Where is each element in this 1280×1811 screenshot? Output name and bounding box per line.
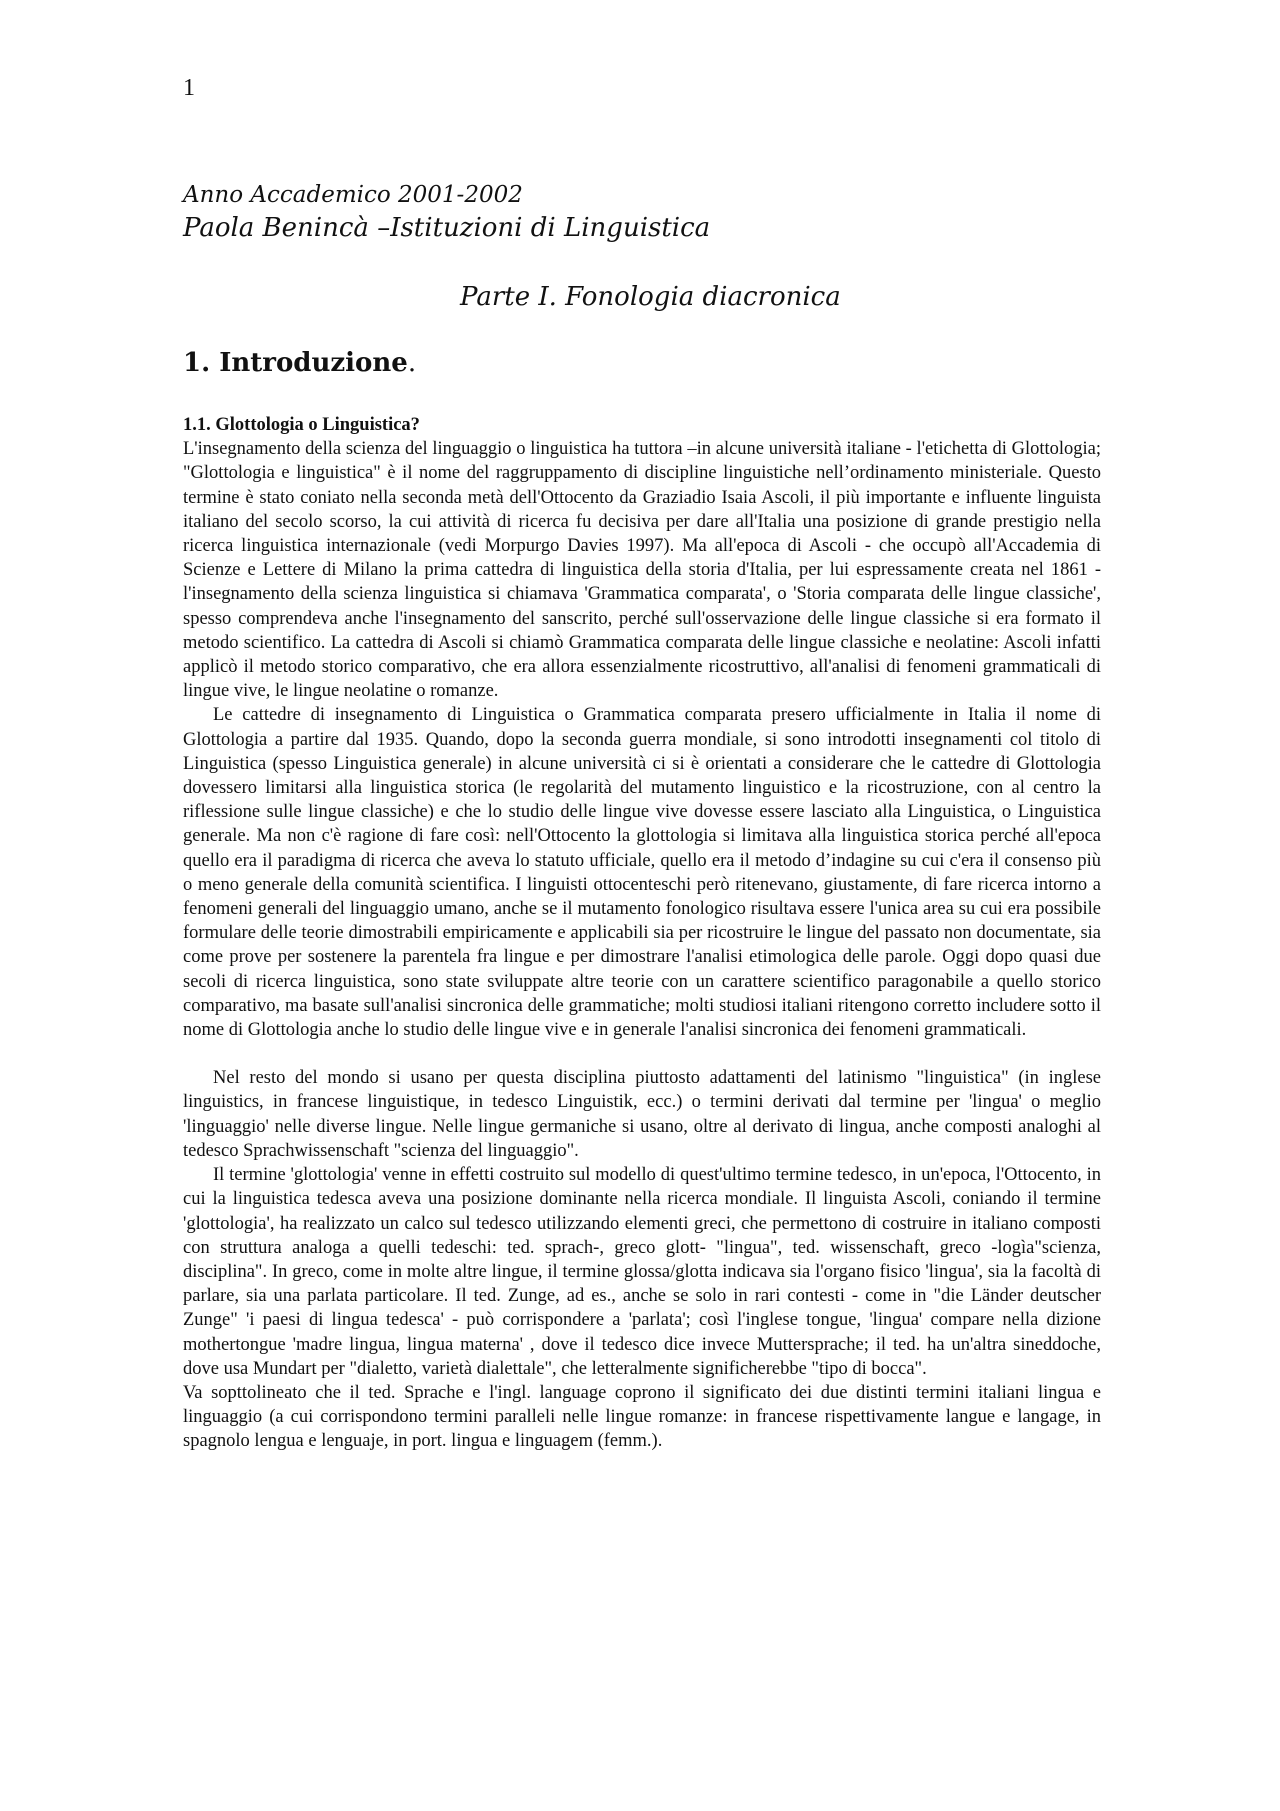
body-text	[183, 413, 1101, 1454]
paragraph-3: Nel resto del mondo si usano per questa disciplina piuttosto adattamenti del latinismo "linguistica" (in inglese linguistics, in francese linguistique, in tedesco Linguistik, ecc.) o termini derivati dal termine per 'lingua' o meglio 'linguaggio' nelle diverse lingue. Nelle lingue germaniche si usano, oltre al derivato di lingua, anche composti analoghi al tedesco Sprachwissenschaft "scienza del linguaggio".	[183, 1068, 1101, 1161]
section-heading: 1.1. Glottologia o Linguistica?	[183, 415, 420, 435]
chapter-heading-dot: .	[407, 348, 417, 378]
chapter-heading-text: 1. Introduzione	[183, 348, 408, 378]
part-title: Parte I. Fonologia diacronica	[460, 282, 841, 312]
paragraph-1: L'insegnamento della scienza del linguaggio o linguistica ha tuttora –in alcune università italiane - l'etichetta di Glottologia; "Glottologia e linguistica" è il nome del raggruppamento di discipline linguistiche nell’ordinamento ministeriale. Questo termine è stato coniato nella seconda metà dell'Ottocento da Graziadio Isaia Ascoli, il più importante e influente linguista italiano del secolo scorso, la cui attività di ricerca fu decisiva per dare all'Italia una posizione di grande prestigio nella ricerca linguistica internazionale (vedi Morpurgo Davies 1997). Ma all'epoca di Ascoli - che occupò all'Accademia di Scienze e Lettere di Milano la prima cattedra di linguistica della storia d'Italia, per lui espressamente creata nel 1861 - l'insegnamento della scienza linguistica si chiamava 'Grammatica comparata', o 'Storia comparata delle lingue classiche', spesso comprendeva anche l'insegnamento del sanscrito, perché sull'osservazione delle lingue classiche si era formato il metodo scientifico. La cattedra di Ascoli si chiamò Grammatica comparata delle lingue classiche e neolatine: Ascoli infatti applicò il metodo storico comparativo, che era allora essenzialmente ricostruttivo, all'analisi di fenomeni grammaticali di lingue vive, le lingue neolatine o romanze.	[183, 439, 1101, 702]
paragraph-4: Il termine 'glottologia' venne in effetti costruito sul modello di quest'ultimo termine tedesco, in un'epoca, l'Ottocento, in cui la linguistica tedesca aveva una posizione dominante nella ricerca mondiale. Il linguista Ascoli, coniando il termine 'glottologia', ha realizzato un calco sul tedesco utilizzando elementi greci, che permettono di costruire in italiano composti con struttura analoga a quelli tedeschi: ted. sprach-, greco glott- "lingua", ted. wissenschaft, greco -logìa"scienza, disciplina". In greco, come in molte altre lingue, il termine glossa/glotta indicava sia l'organo fisico 'lingua', sia la facoltà di parlare, sia una parlata particolare. Il ted. Zunge, ad es., anche se solo in rari contesti - come in "die Länder deutscher Zunge" 'i paesi di lingua tedesca' - può corrispondere a 'parlata'; così l'inglese tongue, 'lingua' compare nella dizione mothertongue 'madre lingua, lingua materna' , dove il tedesco dice invece Muttersprache; il ted. ha un'altra sineddoche, dove usa Mundart per "dialetto, varietà dialettale", che letteralmente significherebbe "tipo di bocca".	[183, 1165, 1101, 1379]
academic-year: Anno Accademico 2001-2002	[183, 182, 523, 208]
course-author-title: Paola Benincà –Istituzioni di Linguistica	[183, 213, 711, 243]
paragraph-5: Va sopttolineato che il ted. Sprache e l'ingl. language coprono il significato dei due distinti termini italiani lingua e linguaggio (a cui corrispondono termini paralleli nelle lingue romanze: in francese rispettivamente langue e langage, in spagnolo lengua e lenguaje, in port. lingua e linguagem (femm.).	[183, 1382, 1101, 1452]
chapter-heading	[183, 348, 416, 378]
paragraph-2: Le cattedre di insegnamento di Linguistica o Grammatica comparata presero ufficialmente in Italia il nome di Glottologia a partire dal 1935. Quando, dopo la seconda guerra mondiale, si sono introdotti insegnamenti col titolo di Linguistica (spesso Linguistica generale) in alcune università ci si è orientati a considerare che le cattedre di Glottologia dovessero limitarsi alla linguistica storica (le regolarità del mutamento linguistico e la ricostruzione, con al centro la riflessione sulle lingue classiche) e che lo studio delle lingue vive dovesse essere lasciato alla Linguistica, o Linguistica generale. Ma non c'è ragione di fare così: nell'Ottocento la glottologia si limitava alla linguistica storica perché all'epoca quello era il paradigma di ricerca che aveva lo statuto ufficiale, quello era il metodo d’indagine su cui c'era il consenso più o meno generale della comunità scientifica. I linguisti ottocenteschi però ritenevano, giustamente, di fare ricerca intorno a fenomeni generali del linguaggio umano, anche se il mutamento fonologico risultava essere l'unica area su cui era possibile formulare delle teorie dimostrabili empiricamente e applicabili sia per ricostruire le lingue del passato non documentate, sia come prove per sostenere la parentela fra lingue e per dimostrare l'analisi etimologica delle parole. Oggi dopo quasi due secoli di ricerca linguistica, sono state sviluppate altre teorie con un carattere scientifico paragonabile a quello storico comparativo, ma basate sull'analisi sincronica delle grammatiche; molti studiosi italiani ritengono corretto includere sotto il nome di Glottologia anche lo studio delle lingue vive e in generale l'analisi sincronica dei fenomeni grammaticali.	[183, 705, 1101, 1041]
page-number: 1	[183, 75, 195, 101]
